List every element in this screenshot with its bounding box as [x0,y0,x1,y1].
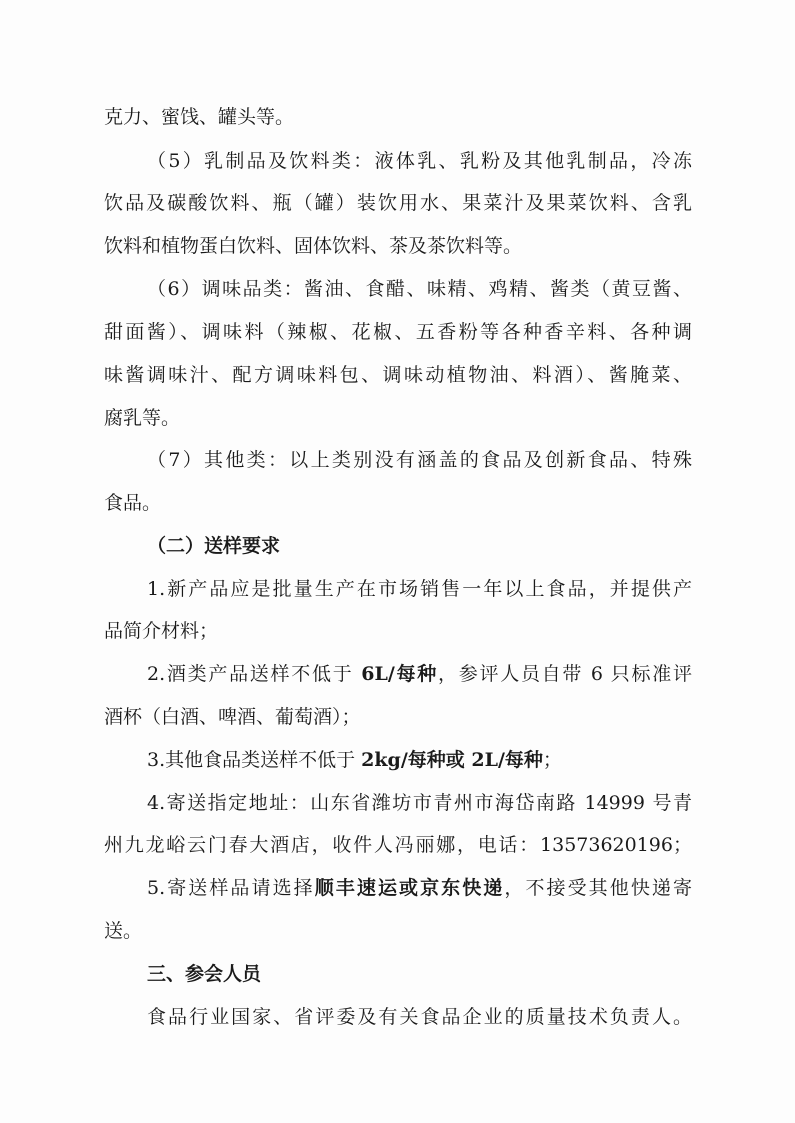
requirement-3-text-b: ； [542,749,562,771]
item5-line3: 饮料和植物蛋白饮料、固体饮料、茶及茶饮料等。 [104,235,523,257]
section-attendees-title: 三、参会人员 [147,963,262,985]
requirement-2-bold-volume: 6L/每种 [361,663,438,685]
section-sample-title: （二）送样要求 [147,535,281,557]
item6-line2: 甜面酱）、调味料（辣椒、花椒、五香粉等各种香辛料、各种调 [104,321,692,343]
requirement-1-line2: 品简介材料； [104,620,219,642]
requirement-2-line2: 酒杯（白酒、啤酒、葡萄酒）； [104,706,361,728]
item5-line2: 饮品及碳酸饮料、瓶（罐）装饮用水、果菜汁及果菜饮料、含乳 [104,192,692,214]
requirement-1-line1: 1.新产品应是批量生产在市场销售一年以上食品，并提供产 [147,578,692,600]
item6-line1: （6）调味品类：酱油、食醋、味精、鸡精、酱类（黄豆酱、 [147,278,692,300]
item6-line3: 味酱调味汁、配方调味料包、调味动植物油、料酒）、酱腌菜、 [104,364,692,386]
requirement-2-line1 [147,660,692,688]
requirement-2-text-a: 2.酒类产品送样不低于 [147,663,362,685]
continuation-line: 克力、蜜饯、罐头等。 [104,106,295,128]
item7-line1: （7）其他类：以上类别没有涵盖的食品及创新食品、特殊 [147,449,692,471]
requirement-5-text-b: ，不接受其他快递寄 [504,877,692,899]
requirement-5-line2: 送。 [104,920,143,942]
requirement-4-line2: 州九龙峪云门春大酒店，收件人冯丽娜，电话：13573620196； [104,834,692,856]
item5-line1: （5）乳制品及饮料类：液体乳、乳粉及其他乳制品，冷冻 [147,150,692,172]
requirement-5-bold-courier: 顺丰速运或京东快递 [314,877,505,899]
requirement-3-bold-quantity: 2kg/每种或 2L/每种 [361,749,543,771]
section-attendees-body: 食品行业国家、省评委及有关食品企业的质量技术负责人。 [147,1006,692,1028]
item6-line4: 腐乳等。 [104,407,181,429]
requirement-3-line [147,746,562,774]
item7-line2: 食品。 [104,492,162,514]
requirement-5-line1 [147,874,692,902]
requirement-2-text-b: ，参评人员自带 6 只标准评 [438,663,692,685]
requirement-5-text-a: 5.寄送样品请选择 [147,877,315,899]
requirement-3-text-a: 3.其他食品类送样不低于 [147,749,362,771]
requirement-4-line1: 4.寄送指定地址：山东省潍坊市青州市海岱南路 14999 号青 [147,792,692,814]
